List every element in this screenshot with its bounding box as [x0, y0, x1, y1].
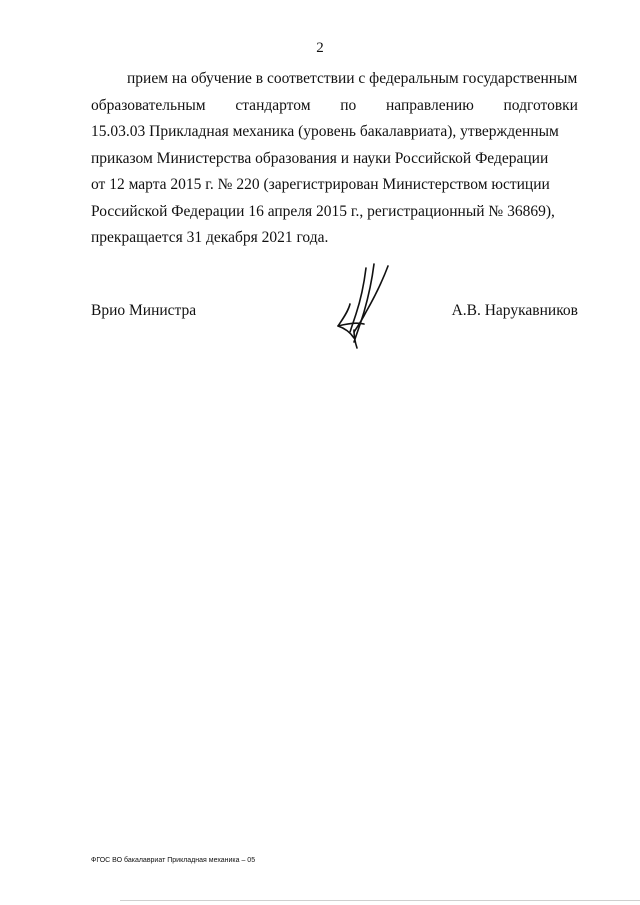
paragraph-line: Российской Федерации 16 апреля 2015 г., регистрационный № 36869),: [91, 202, 555, 220]
paragraph-word: подготовки: [503, 96, 578, 114]
paragraph-line: приказом Министерства образования и науки Российской Федерации: [91, 149, 549, 167]
signatory-name: А.В. Нарукавников: [451, 302, 578, 319]
document-footer: ФГОС ВО бакалавриат Прикладная механика – 05: [91, 857, 256, 864]
paragraph-word: направлению: [386, 96, 474, 114]
paragraph-word: образовательным: [91, 96, 206, 114]
paragraph-word: по: [340, 96, 357, 114]
paragraph-line: от 12 марта 2015 г. № 220 (зарегистрирован Министерством юстиции: [91, 176, 550, 193]
document-paragraph: [91, 66, 578, 252]
handwritten-signature: [330, 262, 400, 354]
paragraph-line: 15.03.03 Прикладная механика (уровень бакалавриата), утвержденным: [91, 123, 559, 140]
paragraph-word: стандартом: [235, 96, 311, 114]
paragraph-line: прием на обучение в соответствии с федеральным государственным: [127, 70, 578, 87]
page-number: 2: [316, 40, 324, 56]
scan-edge-divider: [120, 900, 640, 901]
paragraph-line: [91, 93, 578, 120]
signatory-title: Врио Министра: [91, 302, 197, 319]
paragraph-line: прекращается 31 декабря 2021 года.: [91, 229, 329, 246]
